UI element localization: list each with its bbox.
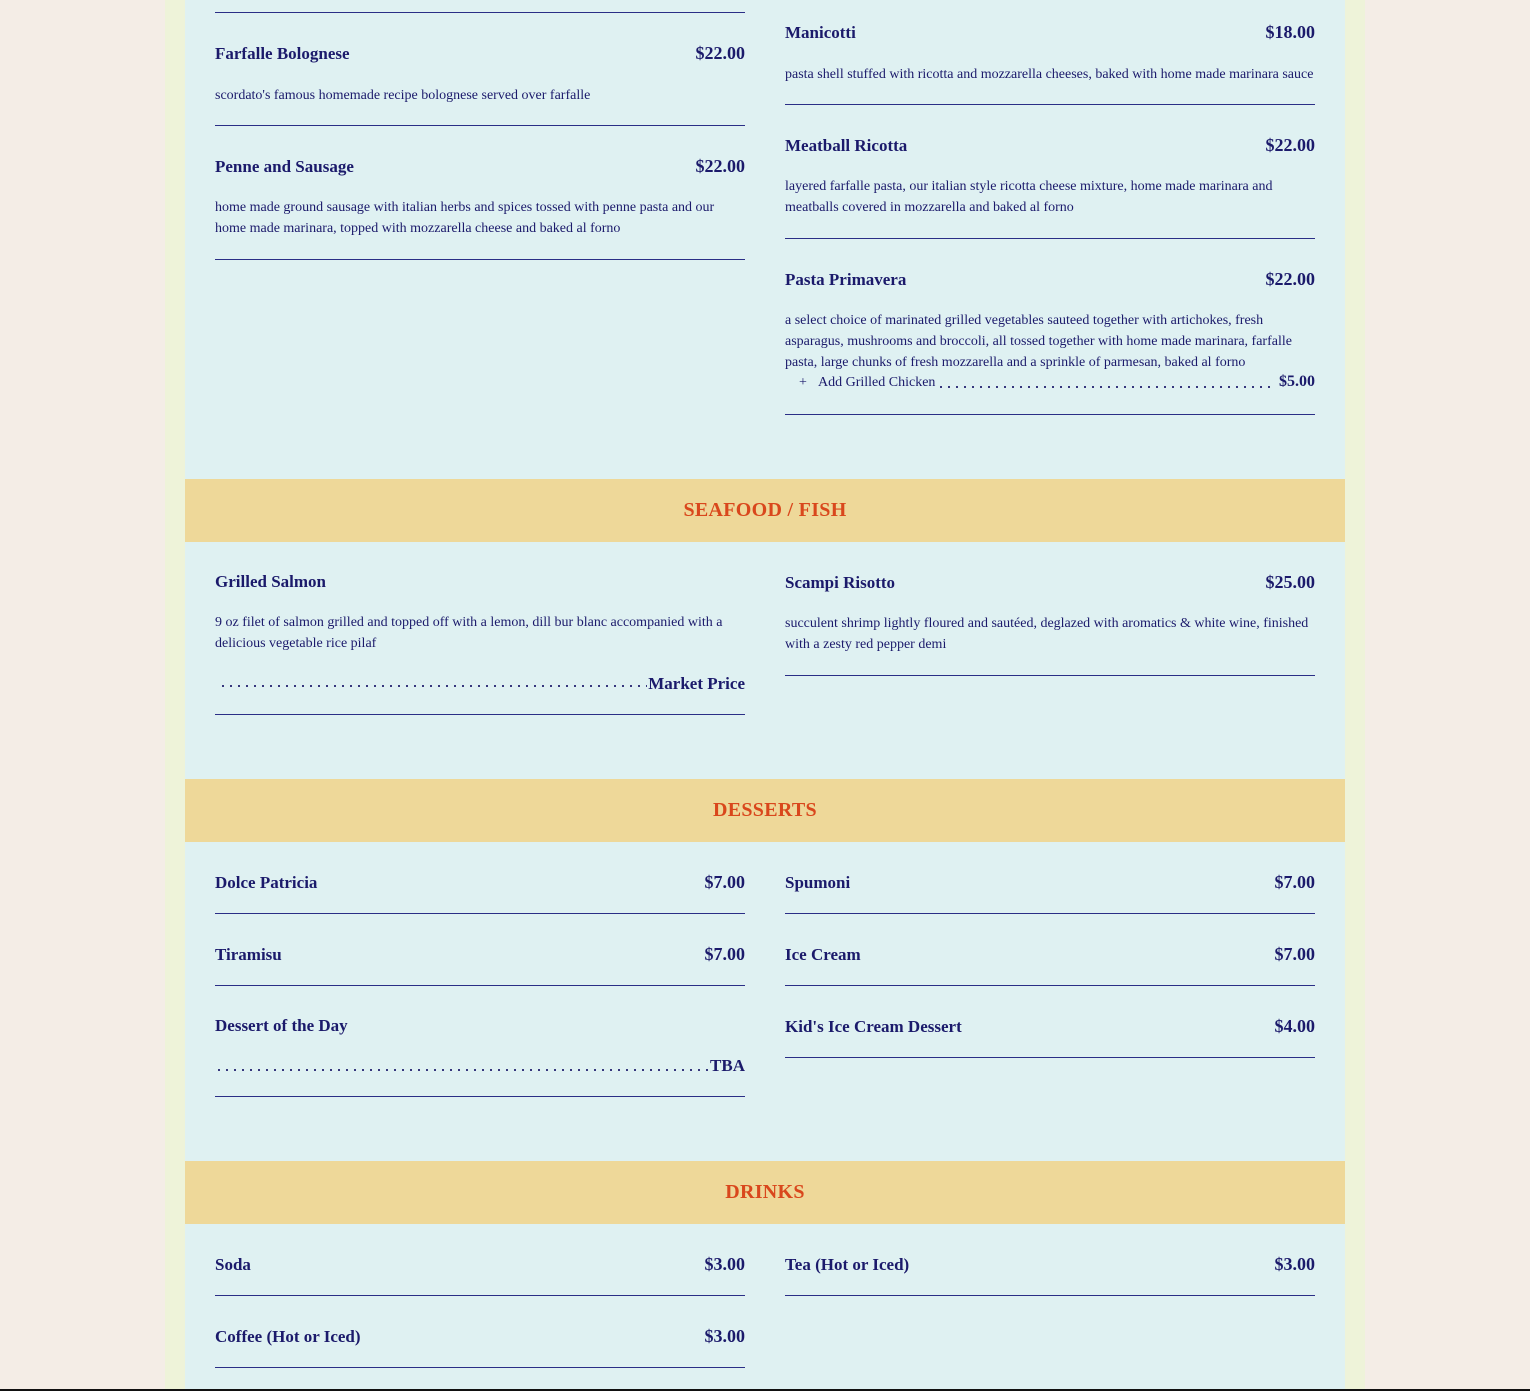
item-price: $22.00	[695, 43, 745, 63]
divider	[215, 259, 745, 260]
item-name: Grilled Salmon	[215, 572, 326, 591]
dot-leader	[219, 670, 647, 688]
item-description: layered farfalle pasta, our italian style ricotta cheese mixture, home made marinara and meatballs covered in mozzarella and baked al forno	[785, 179, 1273, 215]
section-title: SEAFOOD / FISH	[683, 499, 847, 521]
section-title: DRINKS	[725, 1181, 805, 1203]
divider	[215, 913, 745, 914]
item-name: Penne and Sausage	[215, 157, 354, 176]
item-price: $3.00	[704, 1326, 745, 1346]
divider	[215, 125, 745, 126]
item-name: Tiramisu	[215, 945, 282, 964]
divider	[785, 104, 1315, 105]
item-price: $7.00	[704, 944, 745, 964]
section-title: DESSERTS	[713, 799, 817, 821]
item-price: $22.00	[1265, 269, 1315, 289]
item-name: Spumoni	[785, 873, 851, 892]
section-header-seafood	[185, 479, 1345, 542]
divider	[215, 12, 745, 13]
addon-label: Add Grilled Chicken	[818, 375, 936, 390]
item-price: Market Price	[648, 674, 745, 693]
item-price: $22.00	[1265, 135, 1315, 155]
item-name: Soda	[215, 1255, 251, 1274]
item-price: $3.00	[1274, 1254, 1315, 1274]
item-description: pasta shell stuffed with ricotta and mozzarella cheeses, baked with home made marinara sauce	[785, 67, 1314, 82]
item-description: scordato's famous homemade recipe bolognese served over farfalle	[215, 88, 591, 103]
item-name: Pasta Primavera	[785, 270, 907, 289]
divider	[215, 1096, 745, 1097]
divider	[785, 414, 1315, 415]
divider	[785, 1295, 1315, 1296]
item-description: home made ground sausage with italian herbs and spices tossed with penne pasta and our home made marinara, topped with mozzarella cheese and baked al forno	[215, 200, 715, 236]
item-name: Tea (Hot or Iced)	[785, 1255, 910, 1274]
item-name: Farfalle Bolognese	[215, 44, 350, 63]
divider	[785, 675, 1315, 676]
item-price: $4.00	[1274, 1016, 1315, 1036]
item-description: 9 oz filet of salmon grilled and topped off with a lemon, dill bur blanc accompanied with a delicious vegetable rice pilaf	[215, 615, 723, 651]
addon-plus-icon: +	[799, 375, 807, 390]
addon-price: $5.00	[1279, 373, 1315, 390]
item-price: $7.00	[704, 872, 745, 892]
item-name: Manicotti	[785, 23, 856, 42]
item-price: TBA	[710, 1056, 745, 1075]
divider	[785, 985, 1315, 986]
divider	[215, 714, 745, 715]
item-description: a select choice of marinated grilled vegetables sauteed together with artichokes, fresh asparagus, mushrooms and broccoli, all tossed together with home made marinara, farfalle pasta, large chunks of fresh mozzarella and a sprinkle of parmesan, baked al forno	[785, 313, 1292, 370]
item-name: Ice Cream	[785, 945, 861, 964]
divider	[785, 1057, 1315, 1058]
dot-leader	[215, 1054, 709, 1072]
section-header-desserts	[185, 779, 1345, 842]
item-name: Scampi Risotto	[785, 573, 896, 592]
section-header-drinks	[185, 1161, 1345, 1224]
item-price: $18.00	[1265, 22, 1315, 42]
item-name: Meatball Ricotta	[785, 136, 908, 155]
divider	[785, 238, 1315, 239]
divider	[215, 1295, 745, 1296]
item-price: $22.00	[695, 156, 745, 176]
item-description: succulent shrimp lightly floured and sautéed, deglazed with aromatics & white wine, finished with a zesty red pepper demi	[785, 616, 1309, 652]
item-price: $7.00	[1274, 944, 1315, 964]
item-price: $25.00	[1265, 572, 1315, 592]
divider	[215, 1367, 745, 1368]
divider	[215, 985, 745, 986]
item-name: Dessert of the Day	[215, 1016, 348, 1035]
divider	[785, 913, 1315, 914]
item-name: Coffee (Hot or Iced)	[215, 1327, 361, 1346]
item-price: $3.00	[704, 1254, 745, 1274]
item-price: $7.00	[1274, 872, 1315, 892]
item-name: Dolce Patricia	[215, 873, 318, 892]
dot-leader	[937, 371, 1275, 389]
item-name: Kid's Ice Cream Dessert	[785, 1017, 962, 1036]
